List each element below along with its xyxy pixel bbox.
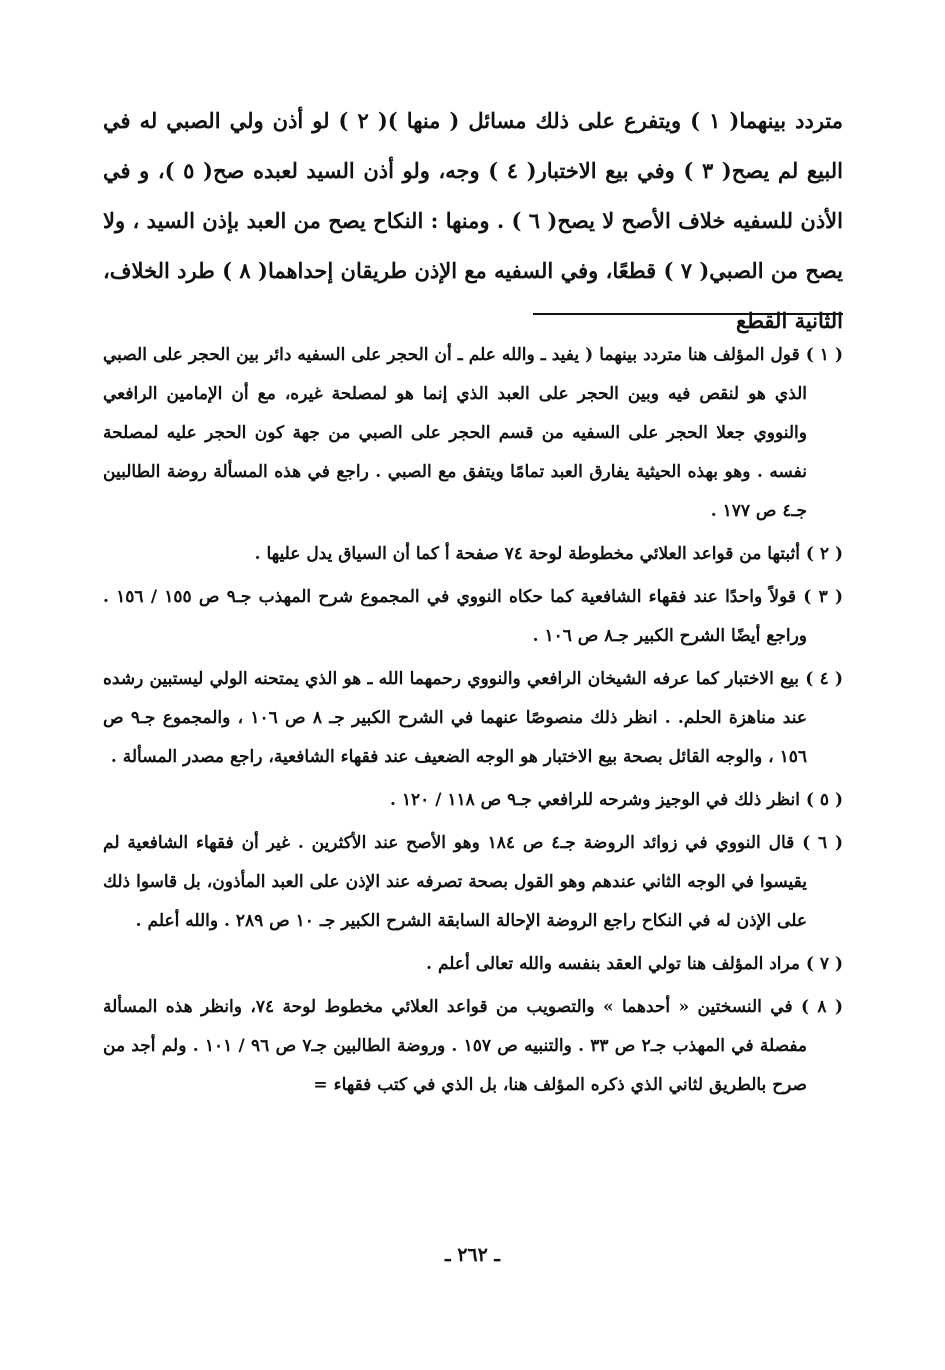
main-text (103, 96, 843, 346)
footnotes (103, 336, 843, 1109)
footnote-4: ( ٤ ) بيع الاختبار كما عرفه الشيخان الرافعي والنووي رحمهما الله ـ هو الذي يمتحنه الولي ليستبين رشده عند مناهزة الحلم. . انظر ذلك منصوصًا عنهما في الشرح الكبير جـ ٨ ص ١٠٦ ، والمجموع جـ٩ ص ١٥٦ ، والوجه القائل بصحة بيع الاختبار هو الوجه الضعيف عند فقهاء الشافعية، راجع مصدر المسألة . (103, 669, 844, 767)
main-paragraph: متردد بينهما( ١ ) ويتفرع على ذلك مسائل ( منها )( ٢ ) لو أذن ولي الصبي له في البيع لم يصح( ٣ ) وفي بيع الاختبار( ٤ ) وجه، ولو أذن السيد لعبده صح( ٥ )، و في الأذن للسفيه خلاف الأصح لا يصح( ٦ ) . ومنها : النكاح يصح من العبد بإذن السيد ، ولا يصح من الصبي( ٧ ) قطعًا، وفي السفيه مع الإذن طريقان إحداهما( ٨ ) طرد الخلاف، الثانية القطع (103, 108, 844, 333)
footnote-7: ( ٧ ) مراد المؤلف هنا تولي العقد بنفسه والله تعالى أعلم . (426, 954, 843, 974)
footnote-6: ( ٦ ) قال النووي في زوائد الروضة جـ٤ ص ١٨٤ وهو الأصح عند الأكثرين . غير أن فقهاء الشافعية لم يقيسوا في الوجه الثاني عندهم وهو القول بصحة تصرفه عند الإذن على العبد المأذون، بل قاسوا ذلك على الإذن له في النكاح راجع الروضة الإحالة السابقة الشرح الكبير جـ ١٠ ص ٢٨٩ . والله أعلم . (103, 833, 844, 931)
footnote-3: ( ٣ ) قولاً واحدًا عند فقهاء الشافعية كما حكاه النووي في المجموع شرح المهذب جـ٩ ص ١٥٥ / ١٥٦ . وراجع أيضًا الشرح الكبير جـ٨ ص ١٠٦ . (103, 587, 843, 646)
footnote-1: ( ١ ) قول المؤلف هنا متردد بينهما ( يفيد ـ والله علم ـ أن الحجر على السفيه دائر بين الحجر على الصبي الذي هو لنقص فيه وبين الحجر على العبد الذي إنما هو لمصلحة غيره، مع أن الإمامين الرافعي والنووي جعلا الحجر على السفيه من قسم الحجر على الصبي من جهة كون الحجر عليه لمصلحة نفسه . وهو بهذه الحيثية يفارق العبد تمامًا ويتفق مع الصبي . راجع في هذه المسألة روضة الطالبين جـ٤ ص ١٧٧ . (103, 345, 843, 521)
page-number: ـ ٢٦٢ ـ (445, 1244, 500, 1266)
footnote-8: ( ٨ ) في النسختين « أحدهما » والتصويب من قواعد العلائي مخطوط لوحة ٧٤، وانظر هذه المسألة مفصلة في المهذب جـ٢ ص ٣٣ . والتنبيه ص ١٥٧ . وروضة الطالبين جـ٧ ص ٩٦ / ١٠١ . ولم أجد من صرح بالطريق لثاني الذي ذكره المؤلف هنا، بل الذي في كتب فقهاء = (103, 997, 843, 1095)
footnote-5: ( ٥ ) انظر ذلك في الوجيز وشرحه للرافعي جـ٩ ص ١١٨ / ١٢٠ . (390, 790, 843, 810)
footnote-2: ( ٢ ) أثبتها من قواعد العلائي مخطوطة لوحة ٧٤ صفحة أ كما أن السياق يدل عليها . (254, 544, 843, 564)
footnote-separator (533, 313, 843, 315)
